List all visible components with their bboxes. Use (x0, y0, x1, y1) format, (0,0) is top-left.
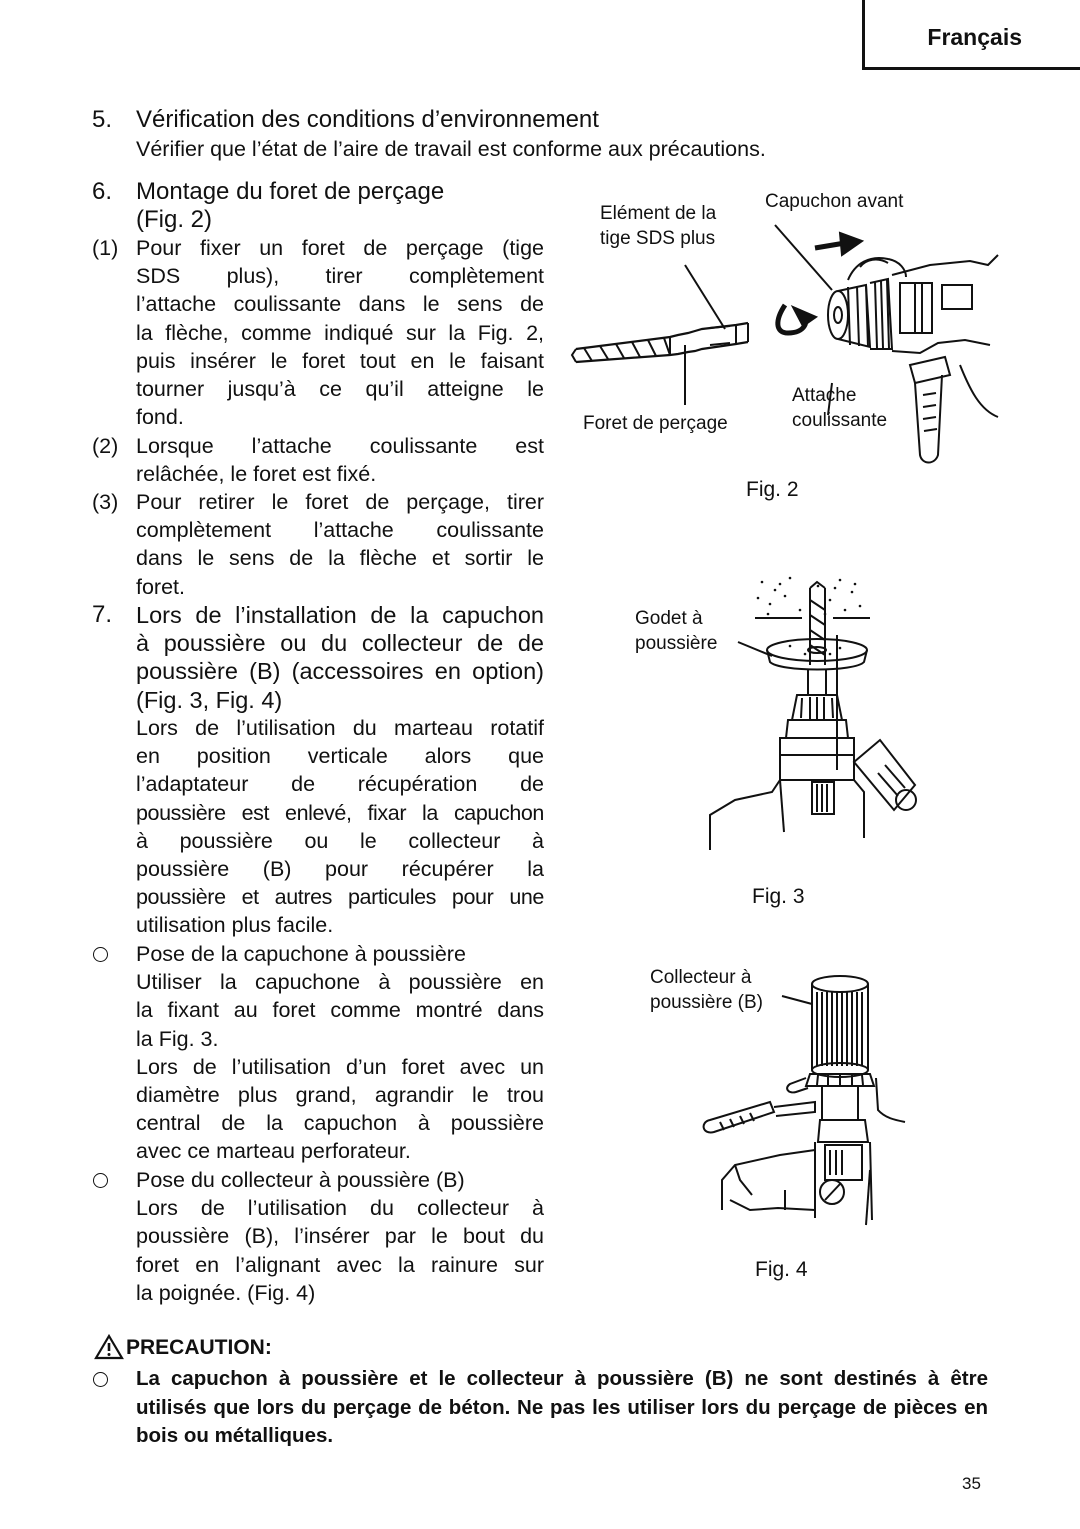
item-2-text (136, 432, 544, 488)
label-line: Collecteur à (650, 967, 752, 988)
text-line: Utiliser la capuchone à poussière en (136, 970, 544, 995)
text-line: tourner jusqu’à ce qu’il atteigne le (136, 377, 544, 402)
item-2-marker: (2) (92, 434, 119, 458)
section-6-title-line2: (Fig. 2) (136, 206, 213, 233)
text-line: Lors de l’utilisation du marteau rotatif (136, 716, 544, 740)
text-line: foret en l’alignant avec la rainure sur (136, 1252, 544, 1277)
section-5-title: Vérification des conditions d’environnement (136, 106, 599, 133)
text-line: poussière est enlevé, fixar la capuchon (136, 800, 544, 825)
section-5-number: 5. (92, 106, 113, 133)
bullet-circle-icon (93, 1372, 108, 1387)
page-number: 35 (962, 1474, 981, 1493)
title-line: poussière (B) (accessoires en option) (136, 658, 544, 685)
fig4-caption: Fig. 4 (755, 1258, 808, 1281)
section-5-body: Vérifier que l’état de l’aire de travail est conforme aux précautions. (136, 137, 766, 161)
text-line: à poussière ou le collecteur à (136, 828, 544, 853)
text-line: relâchée, le foret est fixé. (136, 462, 377, 487)
title-line: Lors de l’installation de la capuchon (136, 602, 544, 628)
label-line: poussière (B) (650, 992, 763, 1013)
bullet-circle-icon (93, 1173, 108, 1188)
fig3-caption: Fig. 3 (752, 885, 805, 908)
precaution-title: PRECAUTION: (126, 1336, 272, 1359)
text-line: en position verticale alors que (136, 744, 544, 769)
text-line: poussière (B) pour récupérer la (136, 857, 544, 882)
label-line: Attache (792, 385, 857, 406)
label-line: Elément de la (600, 203, 717, 224)
section-6-title-line1: Montage du foret de perçage (136, 178, 445, 205)
section-7-title (136, 601, 544, 714)
fig2-drawing (570, 225, 1000, 485)
fig3-drawing (680, 570, 920, 855)
fig2-label-capuchon: Capuchon avant (765, 191, 904, 212)
title-line: à poussière ou du collecteur de de (136, 630, 544, 657)
label-line: tige SDS plus (600, 228, 716, 249)
precaution-text: La capuchon à poussière et le collecteur à poussière (B) ne sont destinés à être utilisés que lors du perçage de béton. Ne pas les utiliser lors du perçage de pièces en bois ou métalliques. (136, 1367, 988, 1447)
text-line: Lorsque l’attache coulissante est (136, 434, 544, 458)
bullet-1-text (136, 940, 544, 1166)
label-line: poussière (635, 633, 718, 654)
item-3-marker: (3) (92, 490, 119, 514)
label-line: Godet à (635, 608, 703, 629)
item-1-text (136, 234, 544, 431)
text-line: Pour fixer un foret de perçage (tige (136, 236, 544, 260)
warning-triangle-icon (94, 1334, 124, 1360)
text-line: diamètre plus grand, agrandir le trou (136, 1083, 544, 1108)
section-6-number: 6. (92, 178, 113, 205)
text-line: la fixant au foret comme montré dans (136, 998, 544, 1023)
item-3-text (136, 488, 544, 601)
text-line: foret. (136, 574, 185, 599)
section-7-number: 7. (92, 601, 113, 628)
language-tab (862, 0, 1080, 70)
text-line: fond. (136, 405, 184, 430)
text-line: Pose de la capuchone à poussière (136, 942, 466, 966)
text-line: l’adaptateur de récupération de (136, 772, 544, 797)
text-line: puis insérer le foret tout en le faisant (136, 348, 544, 373)
text-line: central de la capuchon à poussière (136, 1111, 544, 1136)
bullet-circle-icon (93, 947, 108, 962)
bullet-2-text (136, 1166, 544, 1307)
title-line: (Fig. 3, Fig. 4) (136, 686, 283, 713)
language-label: Français (927, 24, 1022, 50)
item-1-marker: (1) (92, 236, 119, 260)
text-line: Pose du collecteur à poussière (B) (136, 1168, 465, 1192)
text-line: Pour retirer le foret de perçage, tirer (136, 490, 544, 514)
text-line: dans le sens de la flèche et sortir le (136, 546, 544, 571)
label-line: coulissante (792, 410, 888, 431)
text-line: Lors de l’utilisation d’un foret avec un (136, 1054, 544, 1079)
fig4-drawing (690, 970, 920, 1255)
section-7-body (136, 714, 544, 940)
fig2-label-foret: Foret de perçage (583, 413, 728, 434)
fig2-caption: Fig. 2 (746, 478, 799, 501)
text-line: complètement l’attache coulissante (136, 518, 544, 543)
text-line: avec ce marteau perforateur. (136, 1139, 411, 1164)
text-line: l’attache coulissante dans le sens de (136, 292, 544, 317)
text-line: Lors de l’utilisation du collecteur à (136, 1196, 544, 1221)
text-line: utilisation plus facile. (136, 913, 334, 938)
text-line: la flèche, comme indiqué sur la Fig. 2, (136, 320, 544, 345)
text-line: la poignée. (Fig. 4) (136, 1280, 316, 1305)
text-line: poussière (B), l’insérer par le bout du (136, 1224, 544, 1249)
text-line: poussière et autres particules pour une (136, 885, 544, 910)
text-line: SDS plus), tirer complètement (136, 264, 544, 289)
text-line: la Fig. 3. (136, 1026, 219, 1051)
